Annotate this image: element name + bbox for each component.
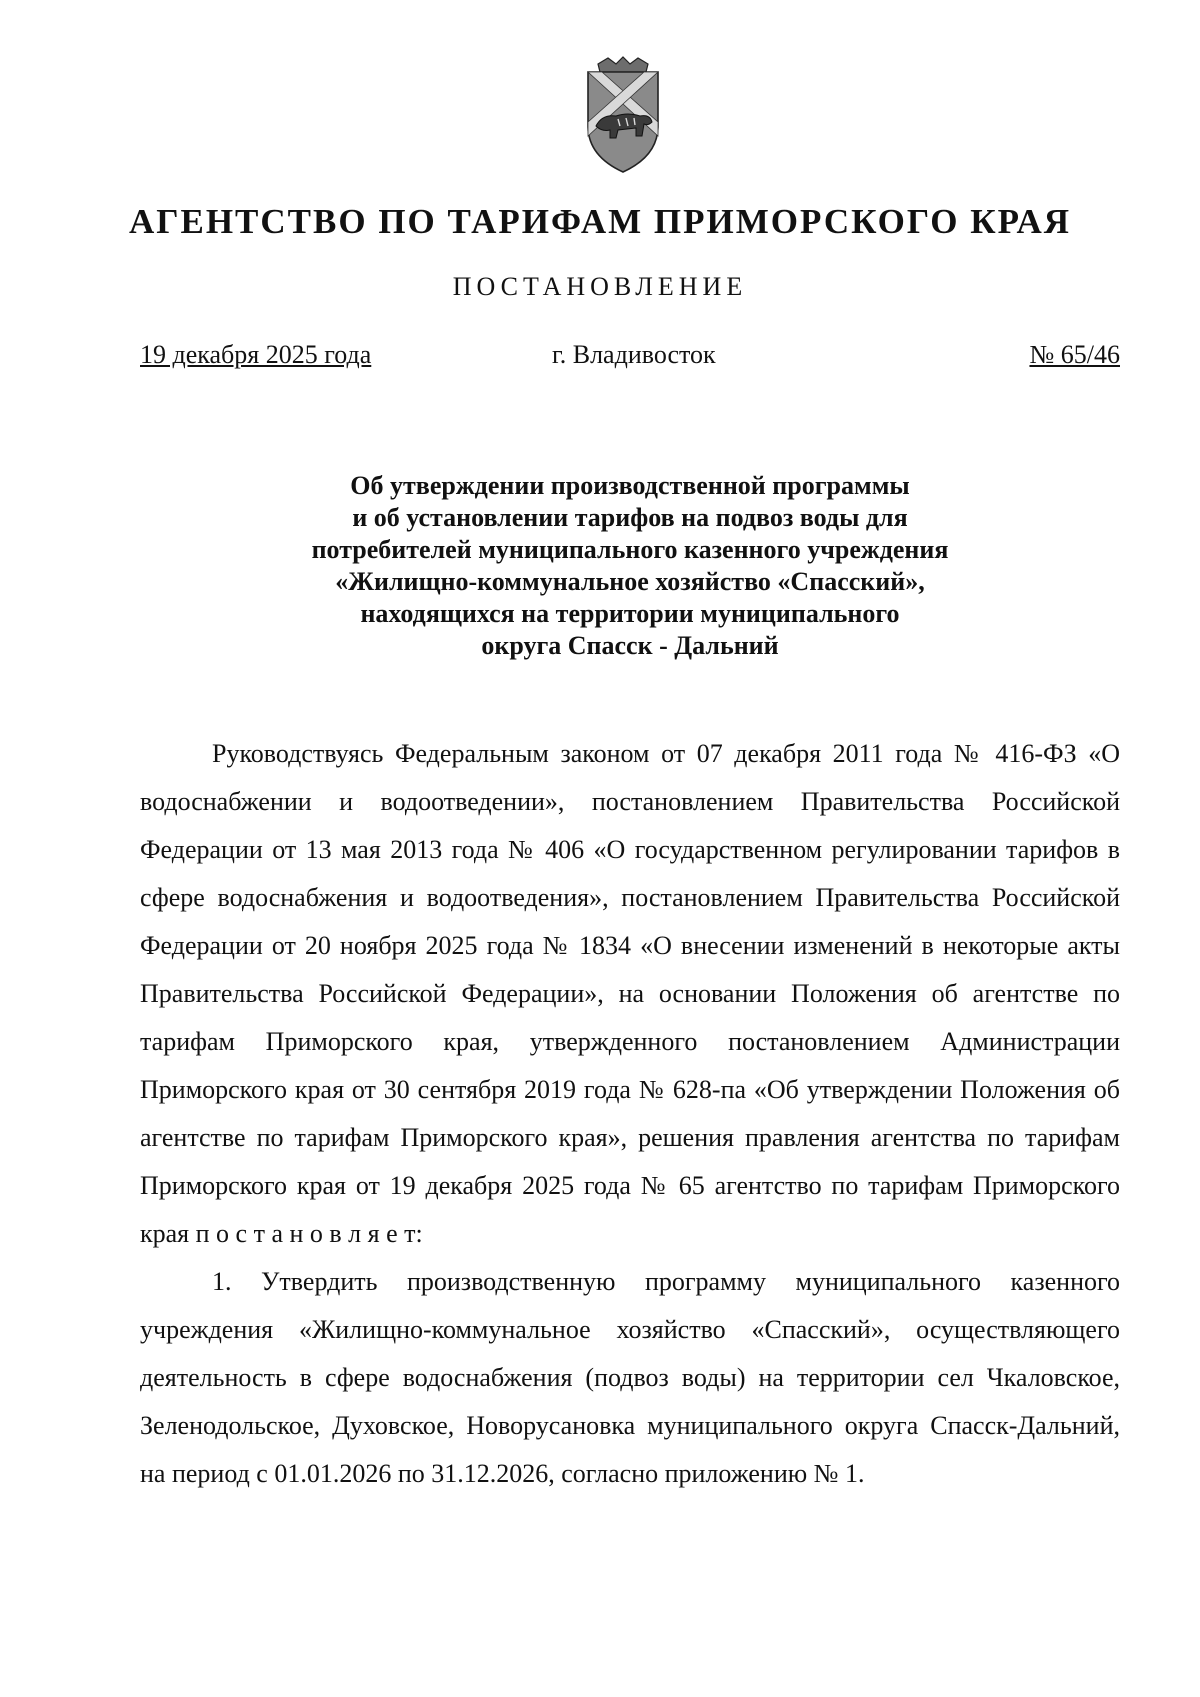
- document-body: [140, 730, 1120, 1498]
- coat-of-arms-icon: [578, 56, 668, 176]
- document-title: [140, 470, 1120, 662]
- title-line: Об утверждении производственной программы: [350, 471, 910, 500]
- document-meta: [140, 340, 1120, 376]
- title-line: «Жилищно-коммунальное хозяйство «Спасский»,: [335, 567, 925, 596]
- title-line: округа Спасск - Дальний: [481, 631, 779, 660]
- clause-paragraph: 1. Утвердить производственную программу муниципального казенного учреждения «Жилищно-коммунальное хозяйство «Спасский», осуществляющего деятельность в сфере водоснабжения (подвоз воды) на территории сел Чкаловское, Зеленодольское, Духовское, Новорусановка муниципального округа Спасск-Дальний, на период с 01.01.2026 по 31.12.2026, согласно приложению № 1.: [140, 1267, 1120, 1488]
- agency-name: АГЕНТСТВО ПО ТАРИФАМ ПРИМОРСКОГО КРАЯ: [128, 202, 1072, 241]
- preamble-paragraph: Руководствуясь Федеральным законом от 07 декабря 2011 года № 416-ФЗ «О водоснабжении и водоотведении», постановлением Правительства Российской Федерации от 13 мая 2013 года № 406 «О государственном регулировании тарифов в сфере водоснабжения и водоотведения», постановлением Правительства Российской Федерации от 20 ноября 2025 года № 1834 «О внесении изменений в некоторые акты Правительства Российской Федерации», на основании Положения об агентстве по тарифам Приморского края, утвержденного постановлением Администрации Приморского края от 30 сентября 2019 года № 628-па «Об утверждении Положения об агентстве по тарифам Приморского края», решения правления агентства по тарифам Приморского края от 19 декабря 2025 года № 65 агентство по тарифам Приморского края п о с т а н о в л я е т:: [140, 739, 1120, 1248]
- title-line: находящихся на территории муниципального: [360, 599, 900, 628]
- title-line: и об установлении тарифов на подвоз воды для: [352, 503, 908, 532]
- title-line: потребителей муниципального казенного учреждения: [311, 535, 949, 564]
- document-number: № 65/46: [1029, 340, 1120, 369]
- document-city: г. Владивосток: [552, 340, 716, 369]
- document-type: ПОСТАНОВЛЕНИЕ: [452, 272, 748, 301]
- document-date: 19 декабря 2025 года: [140, 340, 372, 369]
